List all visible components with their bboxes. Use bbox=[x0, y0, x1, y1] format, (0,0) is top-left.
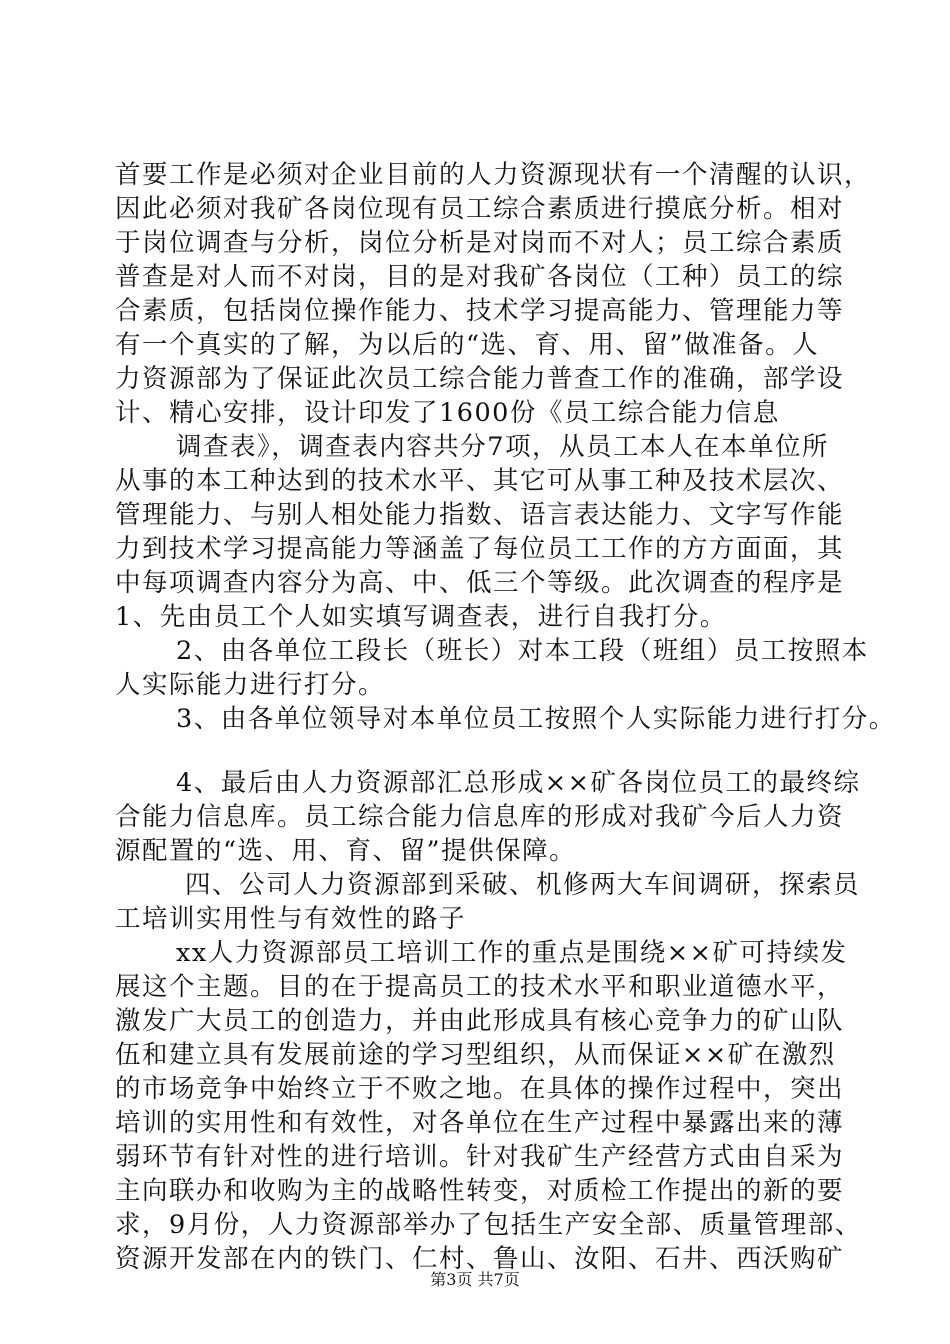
text-line: 力到技术学习提高能力等涵盖了每位员工工作的方方面面，其 bbox=[115, 534, 845, 564]
text-line: 力资源部为了保证此次员工综合能力普查工作的准确，部学设 bbox=[115, 364, 845, 394]
text-line: 从事的本工种达到的技术水平、其它可从事工种及技术层次、 bbox=[115, 466, 845, 496]
text-line: 计、精心安排，设计印发了1600份《员工综合能力信息 bbox=[115, 398, 780, 428]
section-heading: 工培训实用性与有效性的路子 bbox=[115, 904, 467, 934]
text-line: 主向联办和收购为主的战略性转变，对质检工作提出的新的要 bbox=[115, 1176, 845, 1206]
text-line: 因此必须对我矿各岗位现有员工综合素质进行摸底分析。相对 bbox=[115, 194, 845, 224]
text-line: 合素质，包括岗位操作能力、技术学习提高能力、管理能力等 bbox=[115, 296, 845, 326]
text-line: 3、由各单位领导对本单位员工按照个人实际能力进行打分。 bbox=[176, 704, 896, 734]
text-line: 激发广大员工的创造力，并由此形成具有核心竞争力的矿山队 bbox=[115, 1006, 845, 1036]
text-line: 1、先由员工个人如实填写调查表，进行自我打分。 bbox=[115, 602, 727, 632]
page-number-footer: 第3页 共7页 bbox=[430, 1270, 520, 1289]
section-heading: 四、公司人力资源部到采破、机修两大车间调研，探索员 bbox=[185, 870, 861, 900]
text-line: 4、最后由人力资源部汇总形成××矿各岗位员工的最终综 bbox=[176, 768, 861, 798]
text-line: 普查是对人而不对岗，目的是对我矿各岗位（工种）员工的综 bbox=[115, 262, 845, 292]
text-line: 培训的实用性和有效性，对各单位在生产过程中暴露出来的薄 bbox=[115, 1108, 845, 1138]
text-line: 弱环节有针对性的进行培训。针对我矿生产经营方式由自采为 bbox=[115, 1142, 845, 1172]
text-line: 伍和建立具有发展前途的学习型组织，从而保证××矿在激烈 bbox=[115, 1040, 836, 1070]
text-line: 2、由各单位工段长（班长）对本工段（班组）员工按照本 bbox=[176, 636, 869, 666]
text-line: 展这个主题。目的在于提高员工的技术水平和职业道德水平， bbox=[115, 972, 845, 1002]
text-line: 的市场竞争中始终立于不败之地。在具体的操作过程中，突出 bbox=[115, 1074, 845, 1104]
text-line: 人实际能力进行打分。 bbox=[115, 670, 386, 700]
text-line: 首要工作是必须对企业目前的人力资源现状有一个清醒的认识， bbox=[115, 160, 872, 190]
text-line: 管理能力、与别人相处能力指数、语言表达能力、文字写作能 bbox=[115, 500, 845, 530]
text-line: 有一个真实的了解，为以后的“选、育、用、留”做准备。人 bbox=[115, 330, 820, 360]
text-line: 于岗位调查与分析，岗位分析是对岗而不对人；员工综合素质 bbox=[115, 228, 845, 258]
text-line: 调查表》，调查表内容共分7项，从员工本人在本单位所 bbox=[176, 432, 829, 462]
text-line: 资源开发部在内的铁门、仁村、鲁山、汝阳、石井、西沃购矿 bbox=[115, 1244, 845, 1274]
document-body bbox=[115, 158, 896, 1276]
text-line: 合能力信息库。员工综合能力信息库的形成对我矿今后人力资 bbox=[115, 802, 845, 832]
text-line: 中每项调查内容分为高、中、低三个等级。此次调查的程序是 bbox=[115, 568, 845, 598]
text-line: 源配置的“选、用、育、留”提供保障。 bbox=[115, 836, 577, 866]
text-line: xx人力资源部员工培训工作的重点是围绕××矿可持续发 bbox=[176, 938, 848, 968]
text-line: 求，9月份，人力资源部举办了包括生产安全部、质量管理部、 bbox=[115, 1210, 862, 1240]
